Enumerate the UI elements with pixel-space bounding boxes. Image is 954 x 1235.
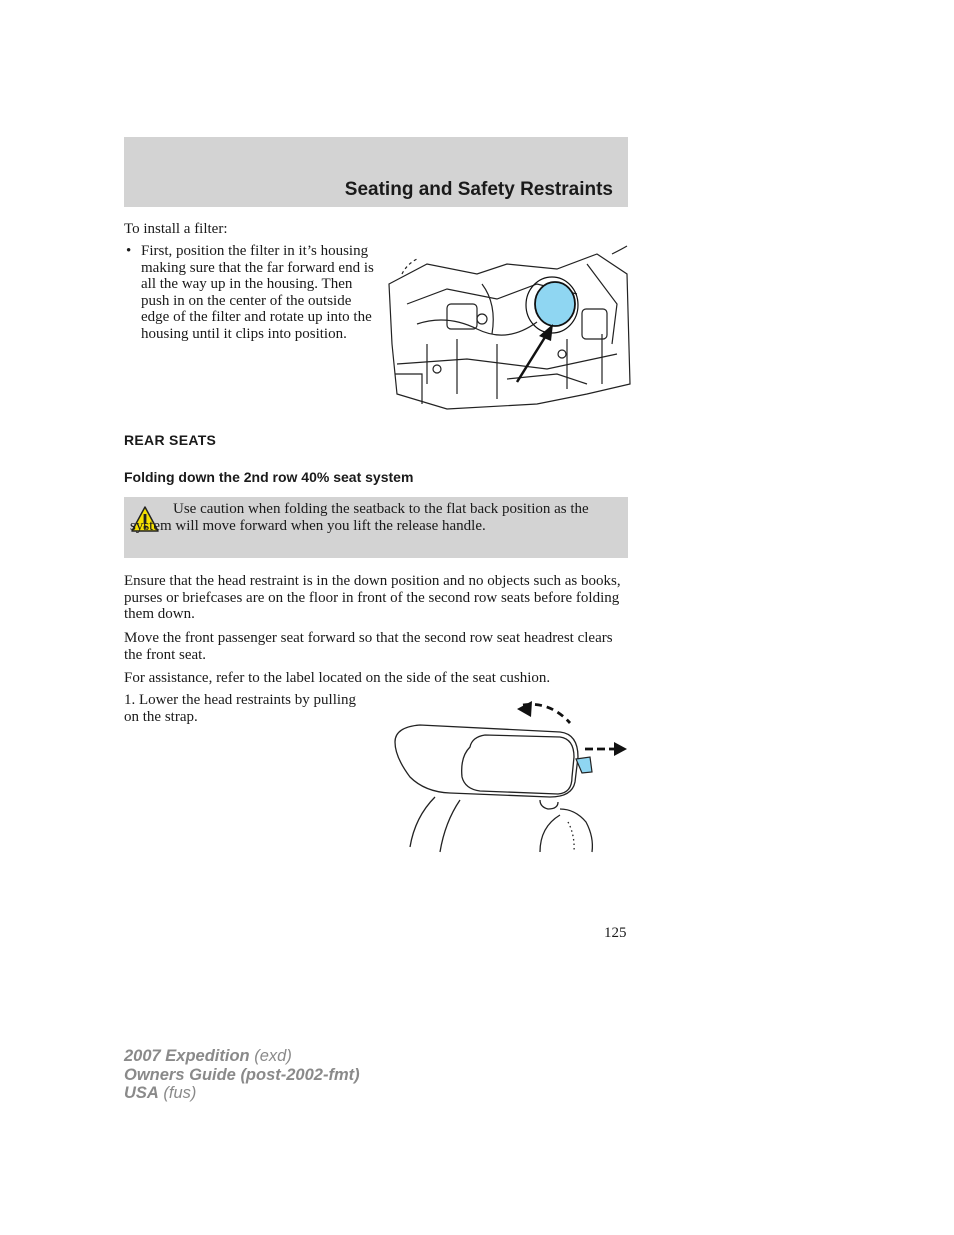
- step-text: 1. Lower the head restraints by pulling on the strap.: [124, 692, 357, 725]
- page-number: 125: [604, 925, 627, 941]
- filter-steps: [124, 243, 379, 342]
- warning-text: Use caution when folding the seatback to the flat back position as the system will move forward when you lift the release handle.: [130, 501, 589, 534]
- filter-intro: To install a filter:: [124, 221, 228, 237]
- paragraph: Ensure that the head restraint is in the down position and no objects such as books, purses or briefcases are on the floor in front of the second row seats before folding them down.: [124, 573, 621, 622]
- subsection-heading: Folding down the 2nd row 40% seat system: [124, 469, 414, 485]
- paragraph: For assistance, refer to the label located on the side of the seat cushion.: [124, 670, 551, 686]
- head-restraint-illustration: [390, 697, 630, 855]
- filter-housing-illustration: [387, 244, 632, 412]
- paragraph: Move the front passenger seat forward so that the second row seat headrest clears the front seat.: [124, 630, 613, 663]
- list-item: • First, position the filter in it’s housing making sure that the far forward end is all the way up in the housing. Then push in on the center of the outside edge of the filter and rotate up into the housing until it clips into position.: [126, 243, 374, 342]
- section-header: [124, 137, 628, 207]
- warning-box: [124, 497, 628, 558]
- document-footer: 2007 Expedition (exd) Owners Guide (post-2002-fmt) USA (fus): [124, 1047, 360, 1102]
- section-title: Seating and Safety Restraints: [344, 179, 613, 200]
- section-heading: REAR SEATS: [124, 432, 217, 448]
